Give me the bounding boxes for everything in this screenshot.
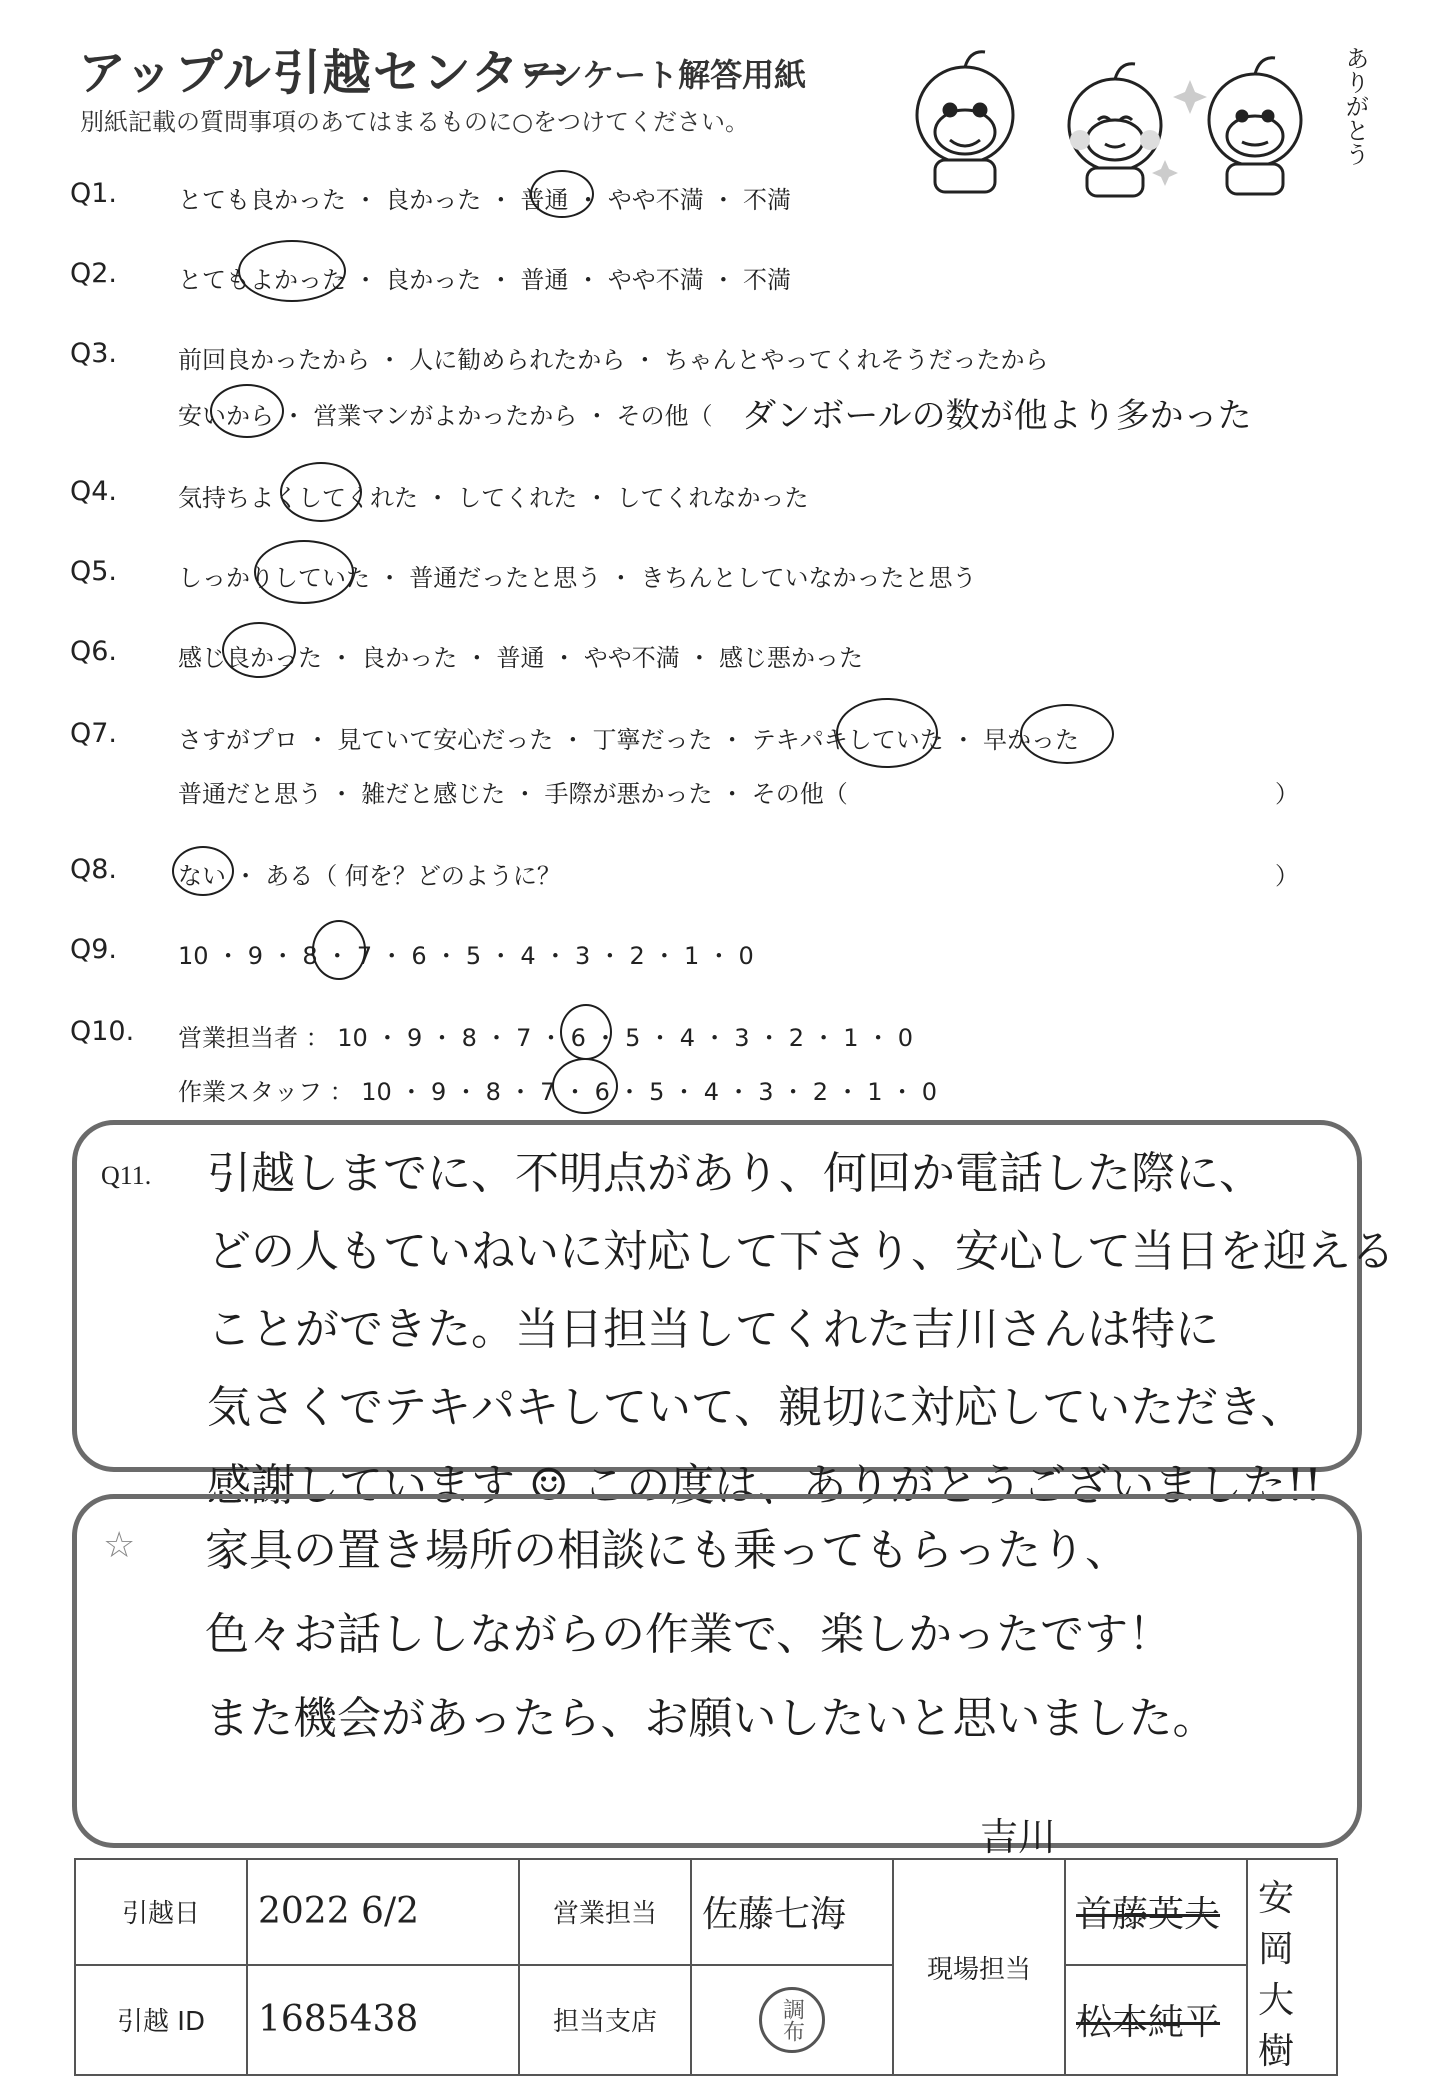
q1-options: とても良かった ・ 良かった ・ 普通 ・ やや不満 ・ 不満 [178,186,792,214]
q11-line: ことができた。当日担当してくれた吉川さんは特に [207,1304,1219,1355]
q8-answer-circle [172,846,234,896]
q3-options-line2: 安いから ・ 営業マンがよかったから ・ その他（ [178,402,713,430]
company-title: アップル引越センター [78,45,571,101]
q7-close-paren: ） [1275,780,1299,808]
q2-answer-circle [238,240,346,302]
q7-options-line1: さすがプロ ・ 見ていて安心だった ・ 丁寧だった ・ テキパキしていた ・ 早かった [178,726,1080,754]
mascot-caption: ありがとう [1341,46,1369,166]
q3-options-line1: 前回良かったから ・ 人に勧められたから ・ ちゃんとやってくれそうだったから [178,346,1049,374]
q4-answer-circle [280,462,362,522]
q10-staff-answer-circle [552,1058,618,1114]
free-comment-text [205,1509,1217,1761]
q2-label: Q2. [70,258,118,289]
q9-answer-circle [312,920,366,980]
q1-answer-circle [530,170,594,218]
site-staff-added: 吉川 [980,1815,1057,1859]
site-staff-3-name: 松本純平 [1076,2002,1221,2044]
q4-label: Q4. [70,476,118,507]
sales-label: 営業担当 [519,1859,691,1965]
q6-options: 感じ良かった ・ 良かった ・ 普通 ・ やや不満 ・ 感じ悪かった [178,644,864,672]
free-comment-line: また機会があったら、お願いしたいと思いました。 [205,1693,1217,1744]
monkey-icon [1209,58,1301,194]
q10-label: Q10. [70,1016,135,1047]
q7-options-line2: 普通だと思う ・ 雑だと感じた ・ 手際が悪かった ・ その他（ [178,780,848,808]
branch-stamp: 調布 [759,1987,825,2053]
q8-label: Q8. [70,854,118,885]
q11-line: 気さくでテキパキしていて、親切に対応していただき、 [207,1382,1305,1433]
move-id-value: 1685438 [247,1965,519,2075]
q9-label: Q9. [70,934,118,965]
free-comment-line: 家具の置き場所の相談にも乗ってもらったり、 [205,1525,1129,1576]
q3-answer-circle [210,384,284,438]
q7-label: Q7. [70,718,118,749]
q11-line: 引越しまでに、不明点があり、何回か電話した際に、 [207,1148,1263,1199]
monkey-icon [1069,64,1161,196]
q3-label: Q3. [70,338,118,369]
mascot-illustration [890,40,1370,190]
site-label: 現場担当 [893,1859,1065,2075]
q4-options: 気持ちよくしてくれた ・ してくれた ・ してくれなかった [178,484,809,512]
form-subtitle: アンケート解答用紙 [520,56,807,94]
q7-answer-circle-b [1020,704,1114,764]
branch-value [691,1965,893,2075]
instruction-text: 別紙記載の質問事項のあてはまるものに○をつけてください。 [80,108,749,136]
sales-staff-value: 佐藤七海 [691,1859,893,1965]
star-icon: ☆ [103,1525,136,1566]
site-staff-1 [1065,1859,1247,1965]
q8-close-paren: ） [1275,862,1299,890]
q2-options: とてもよかった ・ 良かった ・ 普通 ・ やや不満 ・ 不満 [178,266,792,294]
q6-label: Q6. [70,636,118,667]
q5-answer-circle [254,540,354,604]
free-comment-line: 色々お話ししながらの作業で、楽しかったです！ [205,1609,1173,1660]
free-comment-box [72,1494,1362,1848]
q11-line: どの人もていねいに対応して下さり、安心して当日を迎える [207,1226,1395,1277]
q6-answer-circle [222,622,296,678]
q11-comment-text [207,1135,1395,1525]
q1-label: Q1. [70,178,118,209]
q5-options: しっかりしていた ・ 普通だったと思う ・ きちんとしていなかったと思う [178,564,977,592]
move-date-value: 2022 6/2 [247,1859,519,1965]
q9-scale: 10 ・ 9 ・ 8 ・ 7 ・ 6 ・ 5 ・ 4 ・ 3 ・ 2 ・ 1 ・ 0 [178,942,754,970]
branch-label: 担当支店 [519,1965,691,2075]
site-staff-1-name: 首藤英夫 [1076,1894,1221,1936]
site-staff-2: 安岡大樹 [1247,1859,1337,2075]
q10-staff-scale: 作業スタッフ ： 10 ・ 9 ・ 8 ・ 7 ・ 6 ・ 5 ・ 4 ・ 3 ・ 2 ・ 1 ・ 0 [178,1078,938,1106]
move-date-label: 引越日 [75,1859,247,1965]
q5-label: Q5. [70,556,118,587]
q11-line: 感謝しています ☺ この度は、ありがとうございました!! [207,1460,1322,1511]
site-staff-3 [1065,1965,1247,2075]
q10-sales-answer-circle [560,1004,612,1060]
move-id-label: 引越 ID [75,1965,247,2075]
q8-options: ない ・ ある（ 何を？どのように？ [178,862,561,890]
q11-comment-box [72,1120,1395,1511]
q10-sales-scale: 営業担当者 ： 10 ・ 9 ・ 8 ・ 7 ・ 6 ・ 5 ・ 4 ・ 3 ・ 2 ・ 1 ・ 0 [178,1024,914,1052]
monkey-icon [917,52,1013,192]
footer-info-table [74,1858,1338,2076]
q7-answer-circle-a [836,698,938,768]
q11-label: Q11. [101,1161,152,1190]
q3-other-answer: ダンボールの数が他より多かった [742,396,1252,436]
